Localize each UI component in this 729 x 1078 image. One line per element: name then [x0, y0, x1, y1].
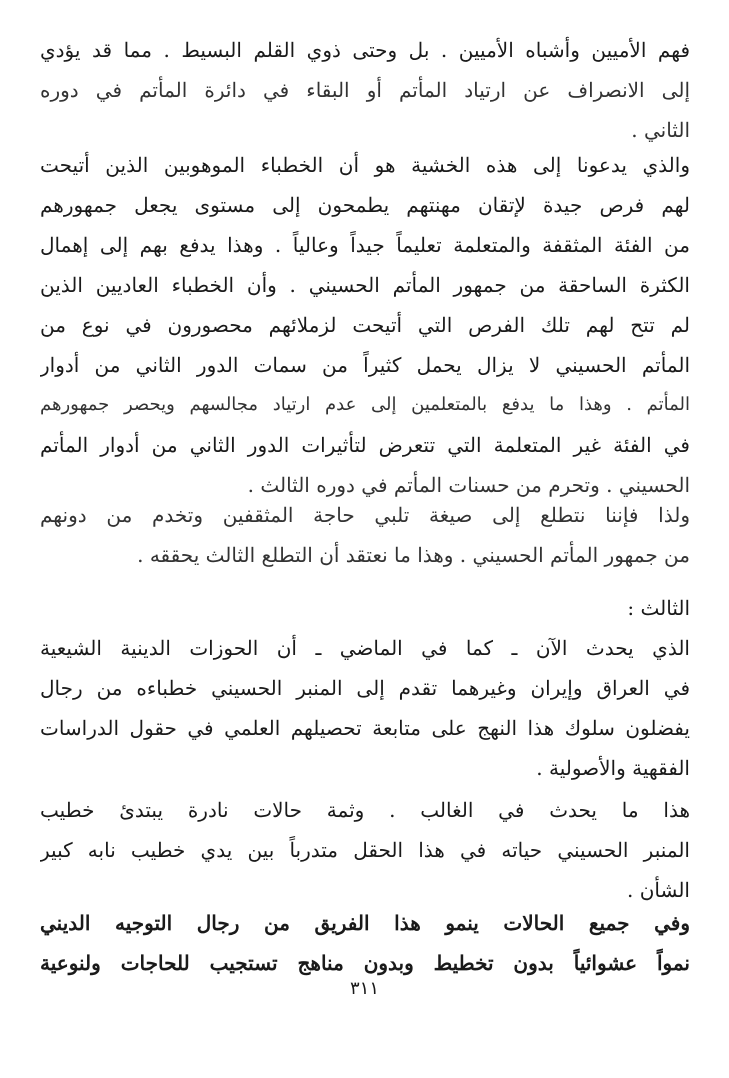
paragraph-3: [40, 495, 690, 575]
text-line: في العراق وإيران وغيرهما تقدم إلى المنبر الحسيني خطباءه من رجال: [40, 676, 690, 700]
section-heading: الثالث :: [627, 596, 690, 620]
text-line: يفضلون سلوك هذا النهج على متابعة تحصيلهم العلمي في حقول الدراسات: [40, 716, 690, 740]
paragraph-6: [40, 903, 690, 983]
text-line: الكثرة الساحقة من جمهور المأتم الحسيني . وأن الخطباء العاديين الذين: [40, 273, 690, 297]
page-number: ٣١١: [349, 978, 379, 999]
text-line: من الفئة المثقفة والمتعلمة تعليماً جيداً وعالياً . وهذا يدفع بهم إلى إهمال: [40, 233, 690, 257]
text-line: فهم الأميين وأشباه الأميين . بل وحتى ذوي القلم البسيط . مما قد يؤدي: [40, 38, 690, 62]
text-line: والذي يدعونا إلى هذه الخشية هو أن الخطباء الموهوبين الذين أتيحت: [40, 153, 690, 177]
text-line: من جمهور المأتم الحسيني . وهذا ما نعتقد أن التطلع الثالث يحققه .: [137, 543, 690, 567]
text-line: المأتم الحسيني لا يزال يحمل كثيراً من سمات الدور الثاني من أدوار: [40, 353, 690, 377]
text-line: في الفئة غير المتعلمة التي تتعرض لتأثيرات الدور الثاني من أدوار المأتم: [40, 433, 690, 457]
paragraph-1: [40, 30, 690, 150]
paragraph-5: [40, 790, 690, 910]
text-line: الفقهية والأصولية .: [536, 756, 690, 780]
text-line: الثاني .: [631, 118, 690, 142]
text-line: وفي جميع الحالات ينمو هذا الفريق من رجال التوجيه الديني: [40, 911, 690, 935]
text-line: المأتم . وهذا ما يدفع بالمتعلمين إلى عدم ارتياد مجالسهم ويحصر جمهورهم: [40, 394, 690, 415]
text-line: ولذا فإننا نتطلع إلى صيغة تلبي حاجة المثقفين وتخدم من دونهم: [40, 503, 690, 527]
text-line: الشأن .: [627, 878, 690, 902]
text-line: لم تتح لهم تلك الفرص التي أتيحت لزملائهم محصورون في نوع من: [40, 313, 690, 337]
text-line: نمواً عشوائياً بدون تخطيط وبدون مناهج تستجيب للحاجات ولنوعية: [40, 951, 690, 975]
text-line: الذي يحدث الآن ـ كما في الماضي ـ أن الحوزات الدينية الشيعية: [40, 636, 690, 660]
text-line: إلى الانصراف عن ارتياد المأتم أو البقاء في دائرة المأتم في دوره: [40, 78, 690, 102]
text-line: الحسيني . وتحرم من حسنات المأتم في دوره الثالث .: [247, 473, 690, 497]
text-line: المنبر الحسيني حياته في هذا الحقل متدرباً بين يدي خطيب نابه كبير: [40, 838, 690, 862]
paragraph-2: [40, 145, 690, 505]
paragraph-4: [40, 628, 690, 788]
text-line: هذا ما يحدث في الغالب . وثمة حالات نادرة يبتدئ خطيب: [40, 798, 690, 822]
text-line: لهم فرص جيدة لإتقان مهنتهم يطمحون إلى مستوى يجعل جمهورهم: [40, 193, 690, 217]
